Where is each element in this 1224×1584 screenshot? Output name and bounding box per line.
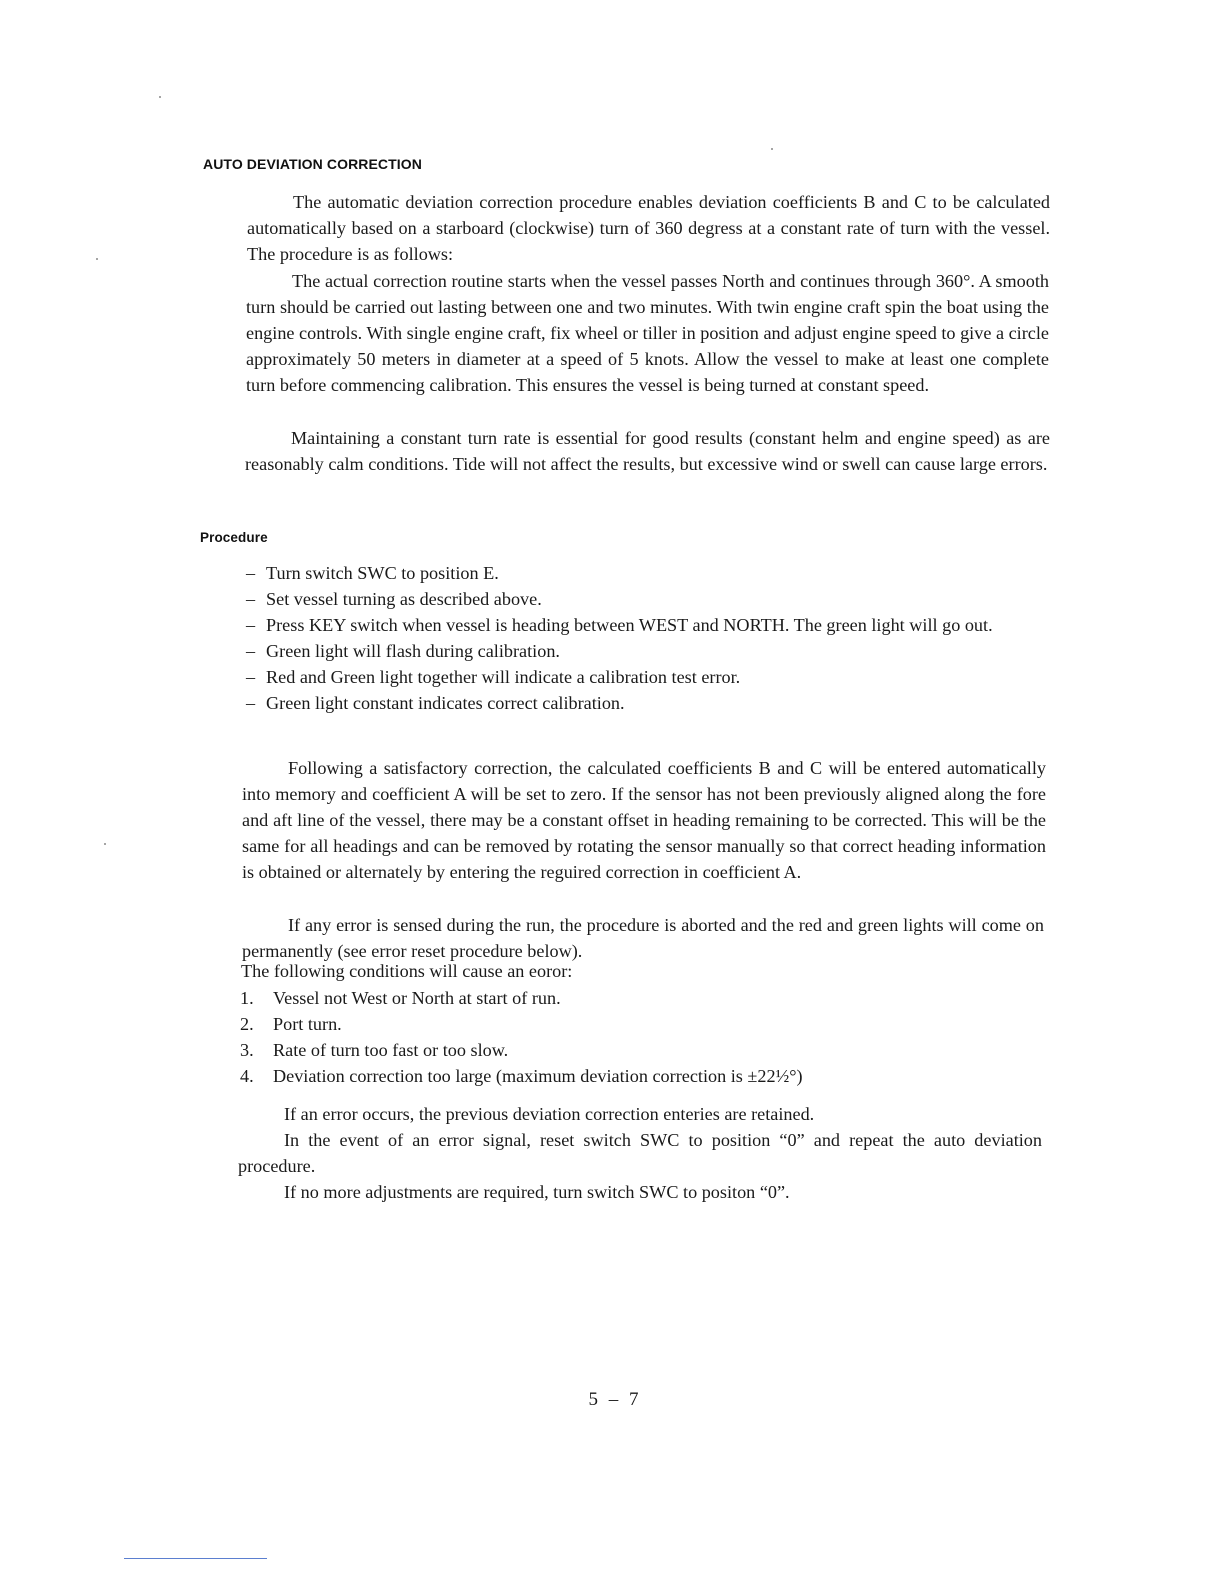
- condition-text: Rate of turn too fast or too slow.: [273, 1040, 509, 1060]
- procedure-step-text: Turn switch SWC to position E.: [266, 563, 499, 583]
- dash-mark: –: [246, 563, 256, 583]
- condition-number: 3.: [240, 1040, 254, 1060]
- procedure-step: [246, 586, 1049, 612]
- dash-mark: –: [246, 667, 256, 687]
- procedure-step: [246, 664, 1049, 690]
- scan-speck: [771, 148, 773, 150]
- dash-mark: –: [246, 693, 256, 713]
- after-paragraph-1: Following a satisfactory correction, the calculated coefficients B and C will be entered automatically into memory and coefficient A will be set to zero. If the sensor has not been previously aligned along the fore and aft line of the vessel, there may be a constant offset in heading remaining to be corrected. This will be the same for all headings and can be removed by rotating the sensor manually so that correct heading information is obtained or alternately by entering the reguired correction in coefficient A.: [242, 758, 1046, 882]
- condition-item: [240, 1037, 1050, 1063]
- closing-paragraph-2: In the event of an error signal, reset switch SWC to position “0” and repeat the auto deviation procedure.: [238, 1130, 1042, 1176]
- intro-paragraph-2: The actual correction routine starts when the vessel passes North and continues through 360°. A smooth turn should be carried out lasting between one and two minutes. With twin engine craft spin the boat using the engine controls. With single engine craft, fix wheel or tiller in position and adjust engine speed to give a circle approximately 50 meters in diameter at a speed of 5 knots. Allow the vessel to make at least one complete turn before commencing calibration. This ensures the vessel is being turned at constant speed.: [246, 271, 1049, 395]
- condition-text: Port turn.: [273, 1014, 342, 1034]
- condition-number: 4.: [240, 1066, 254, 1086]
- scan-speck: [104, 843, 106, 845]
- conditions-list: [240, 985, 1050, 1089]
- condition-number: 1.: [240, 988, 254, 1008]
- dash-mark: –: [246, 615, 256, 635]
- closing-paragraph-3: If no more adjustments are required, turn switch SWC to positon “0”.: [284, 1182, 790, 1202]
- scan-speck: [96, 258, 98, 260]
- scan-speck: [159, 96, 161, 98]
- condition-item: [240, 1063, 1050, 1089]
- procedure-step-text: Press KEY switch when vessel is heading between WEST and NORTH. The green light will go out.: [266, 615, 993, 635]
- procedure-step-text: Red and Green light together will indicate a calibration test error.: [266, 667, 741, 687]
- condition-number: 2.: [240, 1014, 254, 1034]
- intro-paragraph-1: The automatic deviation correction procedure enables deviation coefficients B and C to be calculated automatically based on a starboard (clockwise) turn of 360 degress at a constant rate of turn with the vessel. The procedure is as follows:: [247, 192, 1050, 264]
- intro-paragraph-3: Maintaining a constant turn rate is essential for good results (constant helm and engine speed) as are reasonably calm conditions. Tide will not affect the results, but excessive wind or swell can cause large errors.: [245, 428, 1050, 474]
- procedure-step-text: Set vessel turning as described above.: [266, 589, 542, 609]
- procedure-heading: Procedure: [200, 530, 268, 545]
- condition-text: Vessel not West or North at start of run.: [273, 988, 561, 1008]
- procedure-step: [246, 612, 1049, 638]
- conditions-intro: The following conditions will cause an eoror:: [241, 961, 573, 981]
- procedure-step-text: Green light constant indicates correct calibration.: [266, 693, 625, 713]
- procedure-step: [246, 690, 1049, 716]
- page-number: 5 – 7: [588, 1389, 642, 1410]
- dash-mark: –: [246, 589, 256, 609]
- procedure-step-text: Green light will flash during calibration.: [266, 641, 560, 661]
- footer-rule: [124, 1558, 267, 1559]
- condition-item: [240, 985, 1050, 1011]
- section-heading: AUTO DEVIATION CORRECTION: [203, 156, 422, 172]
- closing-paragraph-1: If an error occurs, the previous deviation correction enteries are retained.: [284, 1104, 815, 1124]
- condition-item: [240, 1011, 1050, 1037]
- after-paragraph-2: If any error is sensed during the run, the procedure is aborted and the red and green lights will come on permanently (see error reset procedure below).: [242, 915, 1044, 961]
- condition-text: Deviation correction too large (maximum deviation correction is ±22½°): [273, 1066, 803, 1086]
- procedure-steps: [246, 560, 1049, 716]
- procedure-step: [246, 560, 1049, 586]
- dash-mark: –: [246, 641, 256, 661]
- procedure-step: [246, 638, 1049, 664]
